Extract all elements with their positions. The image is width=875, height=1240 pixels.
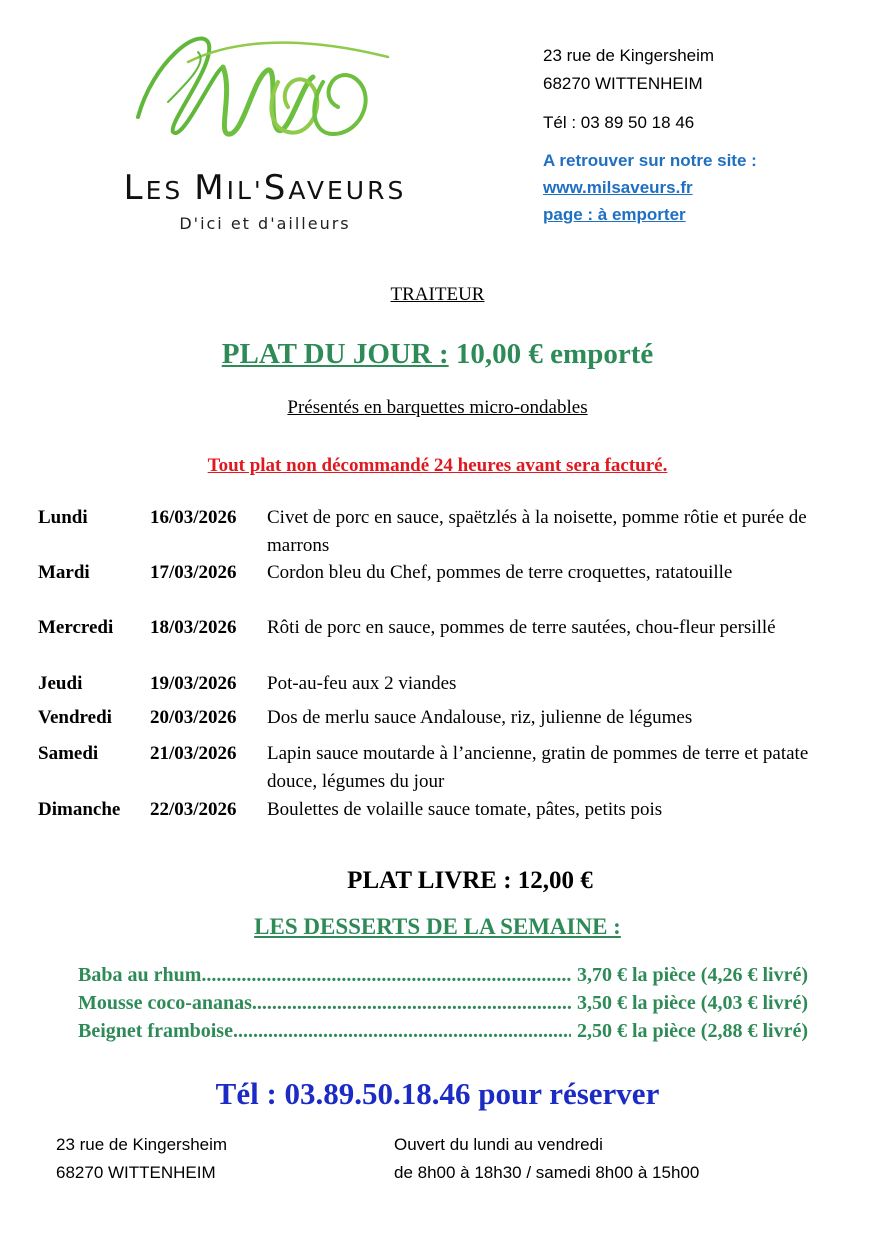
dot-leader [233, 1020, 571, 1043]
dessert-name: Baba au rhum [78, 964, 202, 986]
dessert-item [78, 992, 808, 1015]
menu-day: Vendredi [38, 707, 112, 728]
menu-day: Samedi [38, 743, 99, 764]
menu-date: 21/03/2026 [150, 743, 237, 764]
section-title: TRAITEUR [390, 284, 485, 305]
menu-date: 16/03/2026 [150, 507, 237, 528]
brand-tagline: D'ici et d'ailleurs [179, 214, 351, 233]
footer-address-line2: 68270 WITTENHEIM [56, 1163, 216, 1182]
desserts-title: LES DESSERTS DE LA SEMAINE : [254, 914, 621, 939]
footer-address-line1: 23 rue de Kingersheim [56, 1135, 228, 1154]
menu-dish: Rôti de porc en sauce, pommes de terre sautées, chou-fleur persillé [267, 617, 776, 638]
menu-dish: Cordon bleu du Chef, pommes de terre croquettes, ratatouille [267, 562, 733, 583]
menu-date: 22/03/2026 [150, 799, 237, 820]
menu-day: Dimanche [38, 799, 121, 820]
menu-date: 17/03/2026 [150, 562, 237, 583]
menu-dish: Pot-au-feu aux 2 viandes [267, 673, 457, 694]
menu-dish: Boulettes de volaille sauce tomate, pâtes, petits pois [267, 799, 663, 820]
header-address-line2: 68270 WITTENHEIM [543, 74, 703, 93]
header-address-line1: 23 rue de Kingersheim [543, 46, 715, 65]
footer-hours-line1: Ouvert du lundi au vendredi [394, 1135, 603, 1154]
menu-date: 18/03/2026 [150, 617, 237, 638]
header-phone: Tél : 03 89 50 18 46 [543, 113, 695, 132]
logo-swash-graphic [128, 22, 398, 162]
menu-dish: Lapin sauce moutarde à l’ancienne, gratin de pommes de terre et patate douce, légumes du jour [267, 743, 809, 792]
dessert-name: Beignet framboise [78, 1020, 233, 1042]
menu-day: Mercredi [38, 617, 114, 638]
header-site-intro: A retrouver sur notre site : [543, 151, 757, 170]
menu-day: Lundi [38, 507, 88, 528]
menu-day: Jeudi [38, 673, 83, 694]
dessert-item [78, 1020, 808, 1043]
reservation-phone: Tél : 03.89.50.18.46 pour réserver [215, 1076, 660, 1111]
brand-name: LES MIL'SAVEURS [123, 168, 407, 208]
plat-du-jour-heading [0, 338, 875, 371]
menu-date: 20/03/2026 [150, 707, 237, 728]
plat-du-jour-price: 10,00 € emporté [448, 338, 654, 370]
plat-livre-price: PLAT LIVRE : 12,00 € [347, 867, 593, 894]
footer-hours-line2: de 8h00 à 18h30 / samedi 8h00 à 15h00 [394, 1163, 700, 1182]
dessert-name: Mousse coco-ananas [78, 992, 252, 1014]
menu-date: 19/03/2026 [150, 673, 237, 694]
menu-dish: Civet de porc en sauce, spaëtzlés à la noisette, pomme rôtie et purée de marrons [267, 507, 807, 556]
menu-day: Mardi [38, 562, 90, 583]
dot-leader [201, 964, 571, 987]
presentation-note: Présentés en barquettes micro-ondables [287, 397, 588, 418]
cancellation-warning: Tout plat non décommandé 24 heures avant sera facturé. [207, 455, 668, 476]
dessert-price: 3,50 € la pièce (4,03 € livré) [576, 992, 808, 1014]
dessert-price: 3,70 € la pièce (4,26 € livré) [576, 964, 808, 986]
dessert-item [78, 964, 808, 987]
dessert-price: 2,50 € la pièce (2,88 € livré) [576, 1020, 808, 1042]
menu-dish: Dos de merlu sauce Andalouse, riz, julienne de légumes [267, 707, 693, 728]
header-site-link[interactable]: www.milsaveurs.fr [543, 178, 693, 197]
dot-leader [252, 992, 571, 1015]
plat-du-jour-label: PLAT DU JOUR : [221, 338, 449, 370]
header-page-link[interactable]: page : à emporter [543, 205, 686, 224]
